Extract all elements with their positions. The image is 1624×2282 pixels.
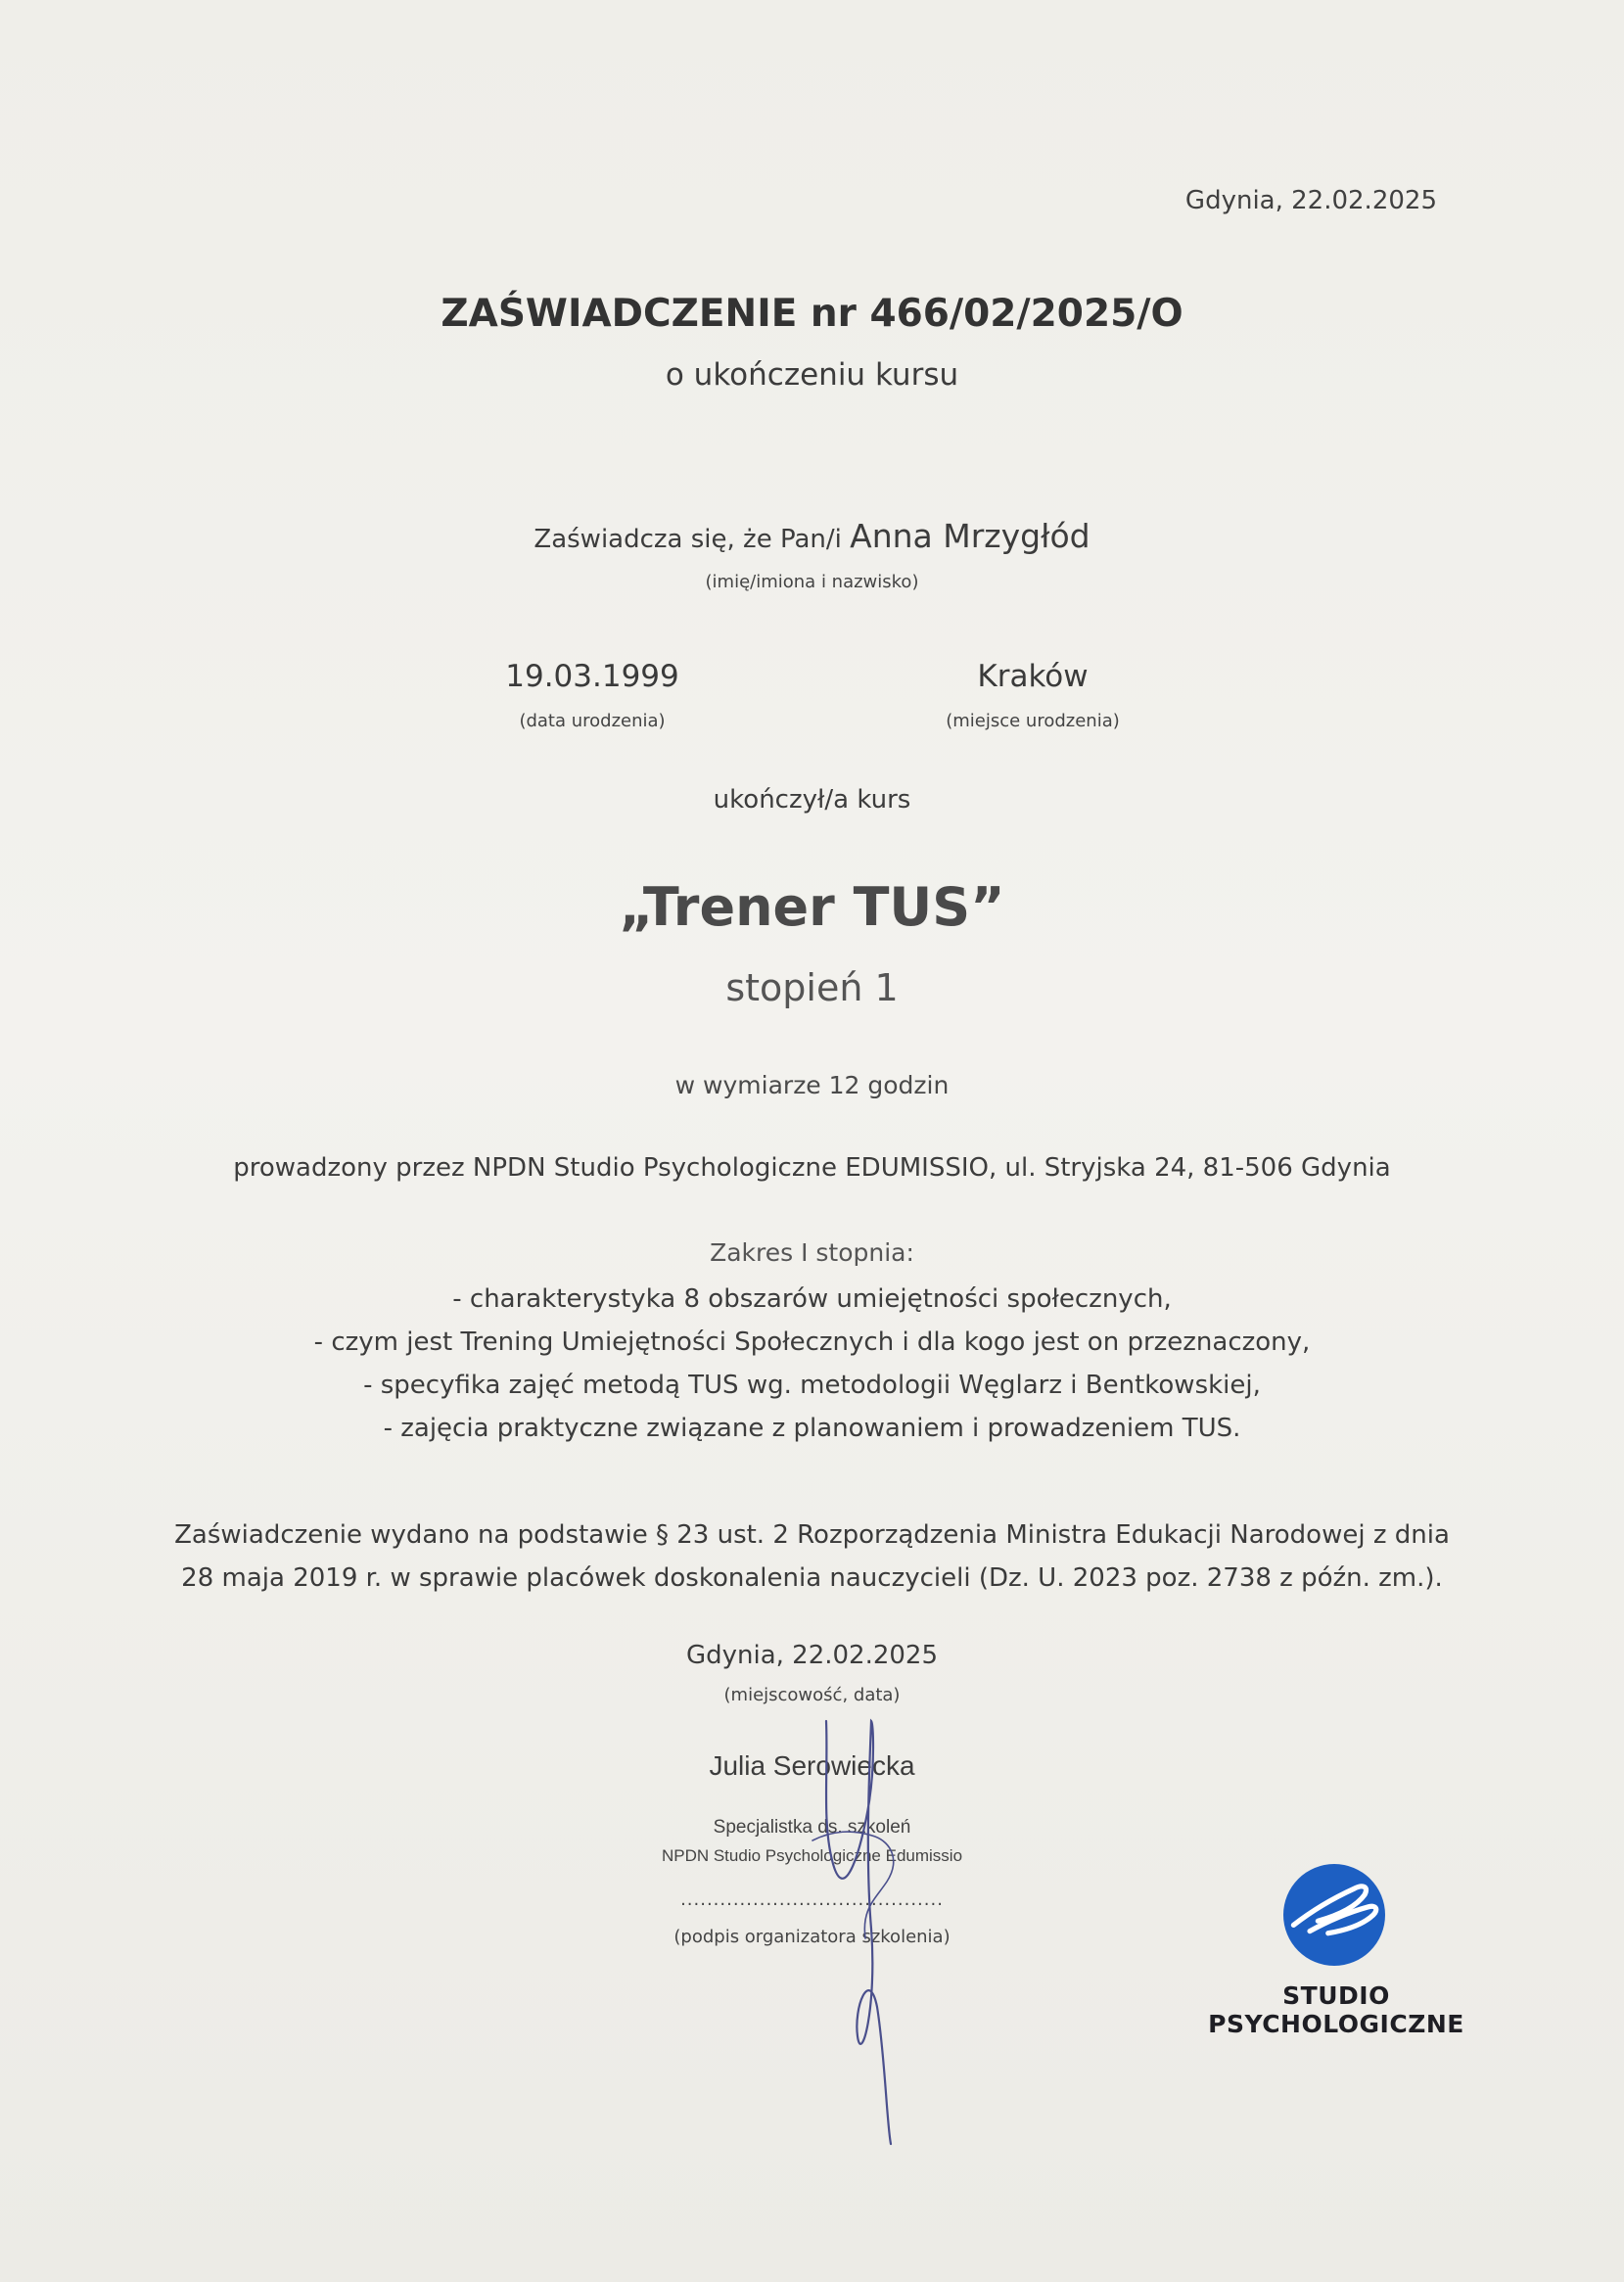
scope-heading: Zakres I stopnia: — [710, 1238, 914, 1267]
signature-stroke — [826, 1721, 891, 2144]
legal-basis-line: Zaświadczenie wydano na podstawie § 23 ust. 2 Rozporządzenia Ministra Edukacji Narodowej z dnia — [174, 1520, 1450, 1550]
legal-basis-line: 28 maja 2019 r. w sprawie placówek doskonalenia nauczycieli (Dz. U. 2023 poz. 2738 z późn. zm.). — [181, 1563, 1443, 1593]
recipient-intro: Zaświadcza się, że Pan/i — [534, 525, 842, 554]
recipient-name: Anna Mrzygłód — [850, 517, 1090, 555]
scope-item: - charakterystyka 8 obszarów umiejętności społecznych, — [452, 1284, 1172, 1314]
signer-organization: NPDN Studio Psychologiczne Edumissio — [661, 1846, 963, 1865]
handwritten-signature — [793, 1713, 950, 2154]
course-title: „Trener TUS” — [619, 876, 1005, 938]
legal-basis — [0, 1514, 1624, 1600]
scope-list — [0, 1278, 1624, 1450]
logo-line: STUDIO — [1282, 1981, 1390, 2010]
signer-role: Specjalistka ds. szkoleń — [713, 1817, 911, 1838]
course-hours: w wymiarze 12 godzin — [674, 1071, 950, 1099]
scope-item: - czym jest Trening Umiejętności Społecznych i dla kogo jest on przeznaczony, — [313, 1327, 1311, 1357]
signature-place-date-caption: (miejscowość, data) — [723, 1685, 901, 1705]
recipient-line — [0, 517, 1624, 555]
recipient-name-caption: (imię/imiona i nazwisko) — [705, 572, 919, 592]
course-provider: prowadzony przez NPDN Studio Psychologiczne EDUMISSIO, ul. Stryjska 24, 81-506 Gdynia — [233, 1153, 1391, 1183]
course-degree: stopień 1 — [725, 966, 899, 1009]
certificate-title: ZAŚWIADCZENIE nr 466/02/2025/O — [441, 292, 1183, 336]
scope-item: - zajęcia praktyczne związane z planowaniem i prowadzeniem TUS. — [383, 1414, 1241, 1443]
birth-place: Kraków — [977, 659, 1089, 694]
scope-item: - specyfika zajęć metodą TUS wg. metodologii Węglarz i Bentkowskiej, — [363, 1371, 1261, 1400]
signer-name: Julia Serowiecka — [709, 1750, 915, 1781]
logo-line: PSYCHOLOGICZNE — [1208, 2010, 1464, 2038]
signature-stroke — [812, 1832, 894, 1938]
birth-place-caption: (miejsce urodzenia) — [946, 711, 1120, 731]
studio-logo-text — [1155, 1981, 1517, 2038]
birth-date-caption: (data urodzenia) — [519, 711, 666, 731]
birth-date: 19.03.1999 — [505, 659, 679, 694]
signature-line: ........................................ — [680, 1889, 944, 1910]
signature-caption: (podpis organizatora szkolenia) — [673, 1927, 951, 1947]
issue-place-date: Gdynia, 22.02.2025 — [1184, 186, 1437, 215]
completed-text: ukończył/a kurs — [713, 785, 911, 815]
signature-place-date: Gdynia, 22.02.2025 — [685, 1641, 939, 1670]
studio-logo-icon — [1283, 1864, 1385, 1966]
certificate-subtitle: o ukończeniu kursu — [665, 357, 959, 393]
